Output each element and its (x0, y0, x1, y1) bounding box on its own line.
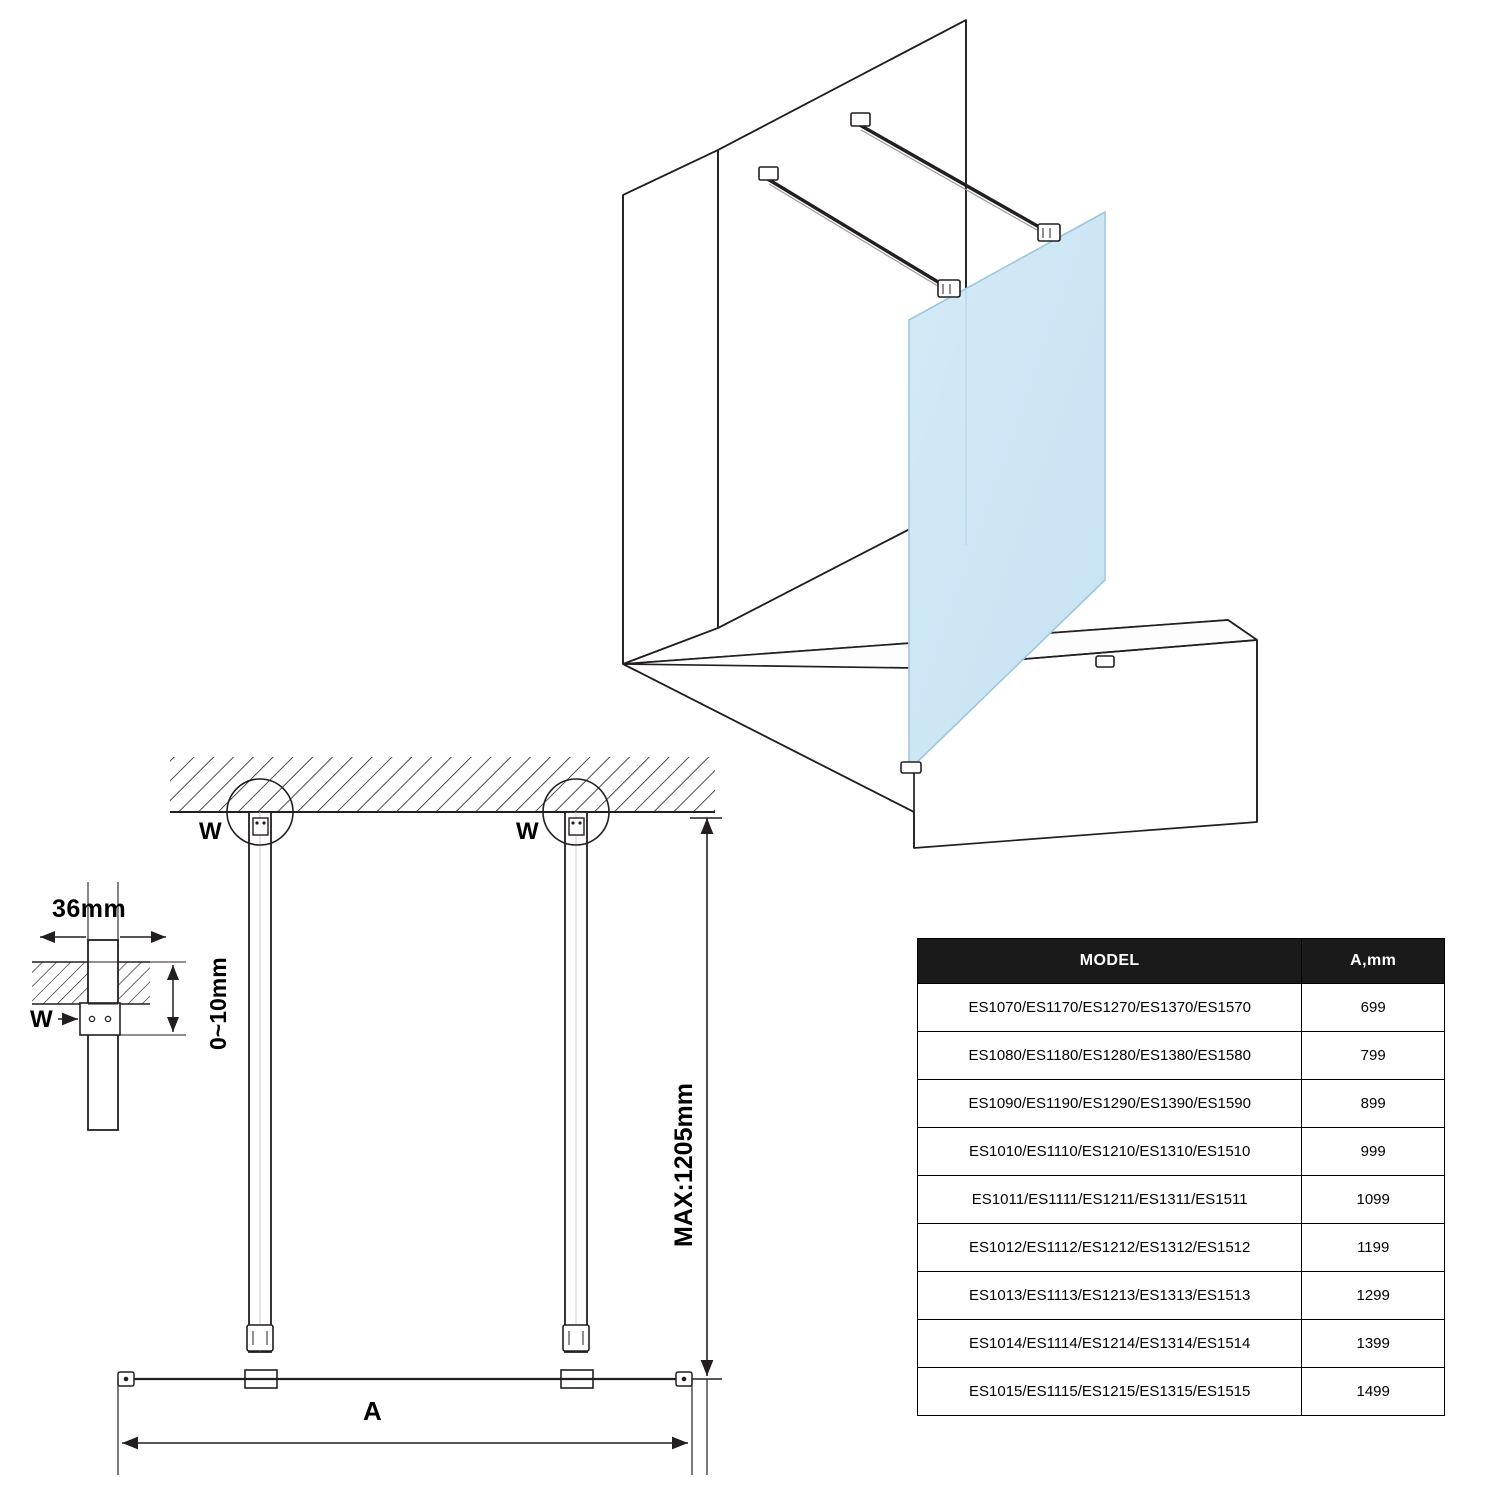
wall-marker-label-right: W (516, 818, 539, 845)
cell-model: ES1080/ES1180/ES1280/ES1380/ES1580 (918, 1032, 1302, 1080)
cell-a: 899 (1302, 1080, 1445, 1128)
dimension-a-width (118, 1379, 707, 1475)
cell-model: ES1012/ES1112/ES1212/ES1312/ES1512 (918, 1224, 1302, 1272)
cell-model: ES1090/ES1190/ES1290/ES1390/ES1590 (918, 1080, 1302, 1128)
cell-a: 1099 (1302, 1176, 1445, 1224)
vertical-bar-right (543, 779, 609, 1388)
cell-model: ES1013/ES1113/ES1213/ES1313/ES1513 (918, 1272, 1302, 1320)
wall-marker-label-left: W (199, 818, 222, 845)
profile-width-label: 36mm (52, 895, 127, 923)
column-header-a: A,mm (1302, 939, 1445, 984)
cell-a: 1299 (1302, 1272, 1445, 1320)
width-dimension-label: A (363, 1396, 382, 1426)
table-row (918, 1032, 1445, 1080)
gap-tolerance-label: 0~10mm (205, 957, 231, 1050)
table-header-row (918, 939, 1445, 984)
cell-a: 1199 (1302, 1224, 1445, 1272)
table-row (918, 1320, 1445, 1368)
bottom-rail (118, 1372, 692, 1386)
max-height-label: MAX:1205mm (670, 1083, 698, 1247)
cell-model: ES1010/ES1110/ES1210/ES1310/ES1510 (918, 1128, 1302, 1176)
cell-a: 1499 (1302, 1368, 1445, 1416)
vertical-bar-left (227, 779, 293, 1388)
plan-view (118, 757, 722, 1475)
cell-model: ES1070/ES1170/ES1270/ES1370/ES1570 (918, 984, 1302, 1032)
table-row (918, 1272, 1445, 1320)
table-row (918, 1176, 1445, 1224)
cell-model: ES1015/ES1115/ES1215/ES1315/ES1515 (918, 1368, 1302, 1416)
ceiling-hatch (170, 757, 715, 812)
table-row (918, 1128, 1445, 1176)
cell-a: 1399 (1302, 1320, 1445, 1368)
cell-a: 999 (1302, 1128, 1445, 1176)
perspective-view (623, 20, 1257, 848)
table-row (918, 1368, 1445, 1416)
table-row (918, 1080, 1445, 1128)
cell-model: ES1014/ES1114/ES1214/ES1314/ES1514 (918, 1320, 1302, 1368)
column-header-model: MODEL (918, 939, 1302, 984)
model-spec-table (917, 938, 1445, 1416)
wall-marker-label-detail: W (30, 1006, 53, 1033)
table-row (918, 984, 1445, 1032)
cell-a: 799 (1302, 1032, 1445, 1080)
cell-a: 699 (1302, 984, 1445, 1032)
cell-model: ES1011/ES1111/ES1211/ES1311/ES1511 (918, 1176, 1302, 1224)
table-row (918, 1224, 1445, 1272)
